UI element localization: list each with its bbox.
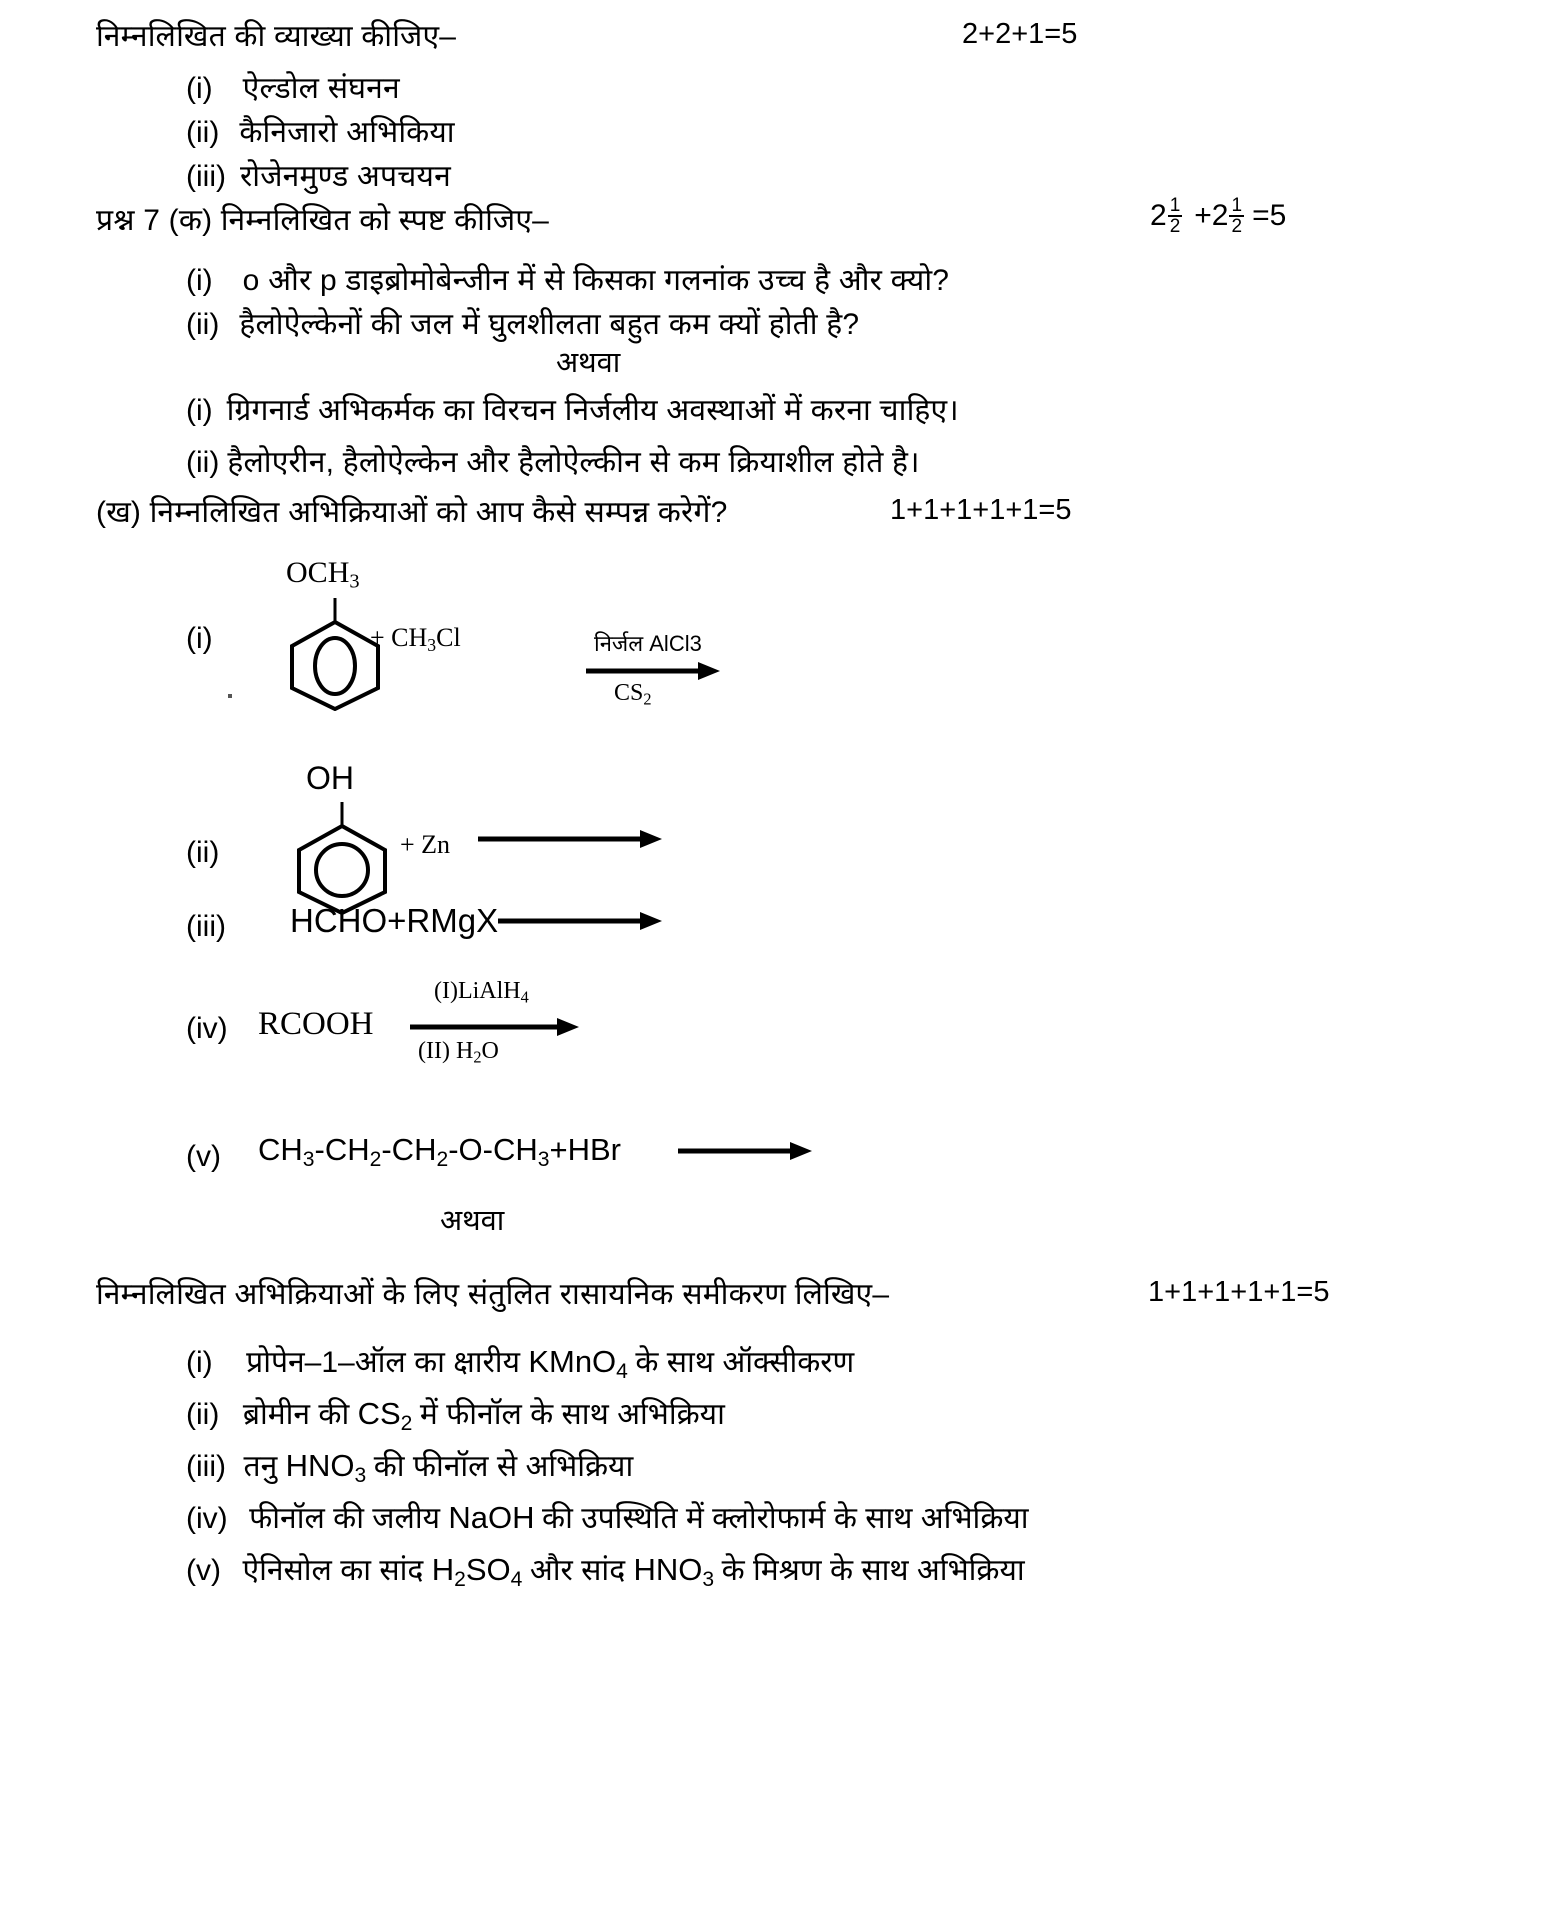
list-item [186, 258, 949, 299]
list-item [186, 154, 451, 195]
item-label: (iii) [186, 1450, 226, 1483]
item-text-pre: ऐनिसोल का सांद [242, 1554, 432, 1587]
item-text: ग्रिगनार्ड अभिकर्मक का विरचन निर्जलीय अवस्थाओं में करना चाहिए। [226, 394, 959, 427]
reagent-zn: + Zn [400, 830, 451, 859]
arrow-condition-top: निर्जल AlCl3 [594, 631, 702, 656]
marks-plus: + [1194, 199, 1212, 233]
item-text: o और p डाइब्रोमोबेन्जीन में से किसका गलनांक उच्च है और क्यो? [242, 264, 950, 297]
item-formula: $CS_2$ [357, 1396, 413, 1435]
reaction-arrow-iv [404, 978, 624, 1088]
alternative-label-kha: अथवा [440, 1205, 505, 1237]
marks-equals: =5 [1252, 199, 1287, 233]
item-label: (v) [186, 1554, 221, 1587]
reaction-arrow-iii [498, 910, 663, 937]
balanced-section-marks: 1+1+1+1+1=5 [1148, 1276, 1330, 1308]
reaction-label-iv: (iv) [186, 1012, 228, 1045]
item-text: कैनिजारो अभिकिया [239, 116, 455, 149]
list-item [186, 66, 400, 107]
substituent-label-oh: OH [306, 760, 354, 796]
item-formula: KMnO$_4$ [528, 1344, 628, 1383]
item-label: (i) [186, 264, 213, 297]
marks-whole-2: 2 [1211, 199, 1229, 233]
marks-fraction-2 [1229, 196, 1244, 237]
item-label: (i) [186, 1346, 213, 1379]
reactant-ether-hbr: $CH_3-CH_2-CH_2-O-CH_3+HBr$ [258, 1132, 621, 1171]
item-text-post: के साथ ऑक्सीकरण [635, 1346, 855, 1379]
item-text-pre: फीनॉल की जलीय [249, 1502, 449, 1535]
item-text-pre: ब्रोमीन की [242, 1398, 358, 1431]
fraction-numerator: 1 [1169, 195, 1181, 216]
marks-fraction-1 [1168, 196, 1183, 237]
section-a-heading: निम्नलिखित की व्याख्या कीजिए– [96, 20, 457, 53]
item-formula: $H_2SO_4$ [431, 1552, 523, 1591]
reaction-label-iii: (iii) [186, 910, 226, 943]
item-text-post: में फीनॉल के साथ अभिक्रिया [419, 1398, 725, 1431]
list-item [186, 1496, 1029, 1537]
scan-artifact-dot [228, 694, 232, 698]
reactant-hcho-rmgx: HCHO+RMgX [290, 902, 499, 939]
arrow-condition-bottom: $CS_2$ [614, 680, 652, 709]
item-text: हैलोऐल्केनों की जल में घुलशीलता बहुत कम क्यों होती है? [239, 308, 860, 341]
question-7-heading: प्रश्न 7 (क) निम्नलिखित को स्पष्ट कीजिए– [96, 204, 550, 237]
list-item [186, 1392, 725, 1436]
item-label: (ii) [186, 1398, 220, 1431]
item-formula: $HNO_3$ [285, 1448, 367, 1487]
arrow-condition-bottom: (II) $H_2O$ [418, 1038, 499, 1067]
section-a-marks: 2+2+1=5 [962, 18, 1078, 50]
item-text-post: की उपस्थिति में क्लोरोफार्म के साथ अभिक्रिया [542, 1502, 1029, 1535]
part-kha-marks: 1+1+1+1+1=5 [890, 494, 1072, 526]
benzene-ring-phenol [282, 800, 402, 915]
item-label: (ii) [186, 446, 220, 479]
item-text: हैलोएरीन, हैलोऐल्केन और हैलोऐल्कीन से कम क्रियाशील होते है। [227, 446, 920, 479]
item-label: (ii) [186, 116, 220, 149]
list-item [186, 440, 920, 481]
reaction-label-v: (v) [186, 1140, 221, 1173]
item-text: ऐल्डोल संघनन [242, 72, 400, 105]
balanced-section-heading: निम्नलिखित अभिक्रियाओं के लिए संतुलित रासायनिक समीकरण लिखिए– [96, 1278, 890, 1311]
arrow-condition-top: (I)LiAlH$_4$ [434, 978, 529, 1007]
item-text-pre: तनु [243, 1450, 286, 1483]
reaction-arrow-v [678, 1140, 813, 1167]
reaction-label-ii: (ii) [186, 836, 220, 869]
list-item [186, 1548, 1025, 1592]
item-label: (ii) [186, 308, 220, 341]
alternative-label: अथवा [556, 347, 621, 379]
list-item [186, 1340, 854, 1384]
item-label: (i) [186, 72, 213, 105]
fraction-denominator: 2 [1169, 216, 1181, 238]
item-formula-2: $HNO_3$ [633, 1552, 715, 1591]
question-7-marks [1150, 196, 1286, 237]
list-item [186, 388, 959, 429]
item-text-post: की फीनॉल से अभिक्रिया [373, 1450, 634, 1483]
reactant-rcooh: RCOOH [258, 1006, 374, 1042]
item-text: रोजेनमुण्ड अपचयन [239, 160, 451, 193]
item-label: (iv) [186, 1502, 228, 1535]
list-item [186, 302, 859, 343]
reaction-arrow-ii [478, 828, 663, 855]
reagent-ch3cl: + $CH_3Cl$ [370, 623, 461, 655]
substituent-label-och3: $OCH_3$ [286, 556, 360, 593]
item-label: (i) [186, 394, 213, 427]
list-item [186, 1444, 633, 1488]
item-formula: NaOH [448, 1500, 535, 1535]
item-text-post: के मिश्रण के साथ अभिक्रिया [721, 1554, 1025, 1587]
item-text-pre: प्रोपेन–1–ऑल का क्षारीय [246, 1346, 529, 1379]
reaction-label-i: (i) [186, 622, 213, 655]
fraction-denominator: 2 [1231, 216, 1243, 238]
part-kha-heading: (ख) निम्नलिखित अभिक्रियाओं को आप कैसे सम्पन्न करेगें? [96, 496, 728, 529]
marks-whole-1: 2 [1150, 199, 1167, 233]
item-label: (iii) [186, 160, 226, 193]
reaction-arrow-i [586, 628, 876, 718]
item-text-mid: और सांद [529, 1554, 634, 1587]
fraction-numerator: 1 [1231, 195, 1243, 216]
list-item [186, 110, 455, 151]
